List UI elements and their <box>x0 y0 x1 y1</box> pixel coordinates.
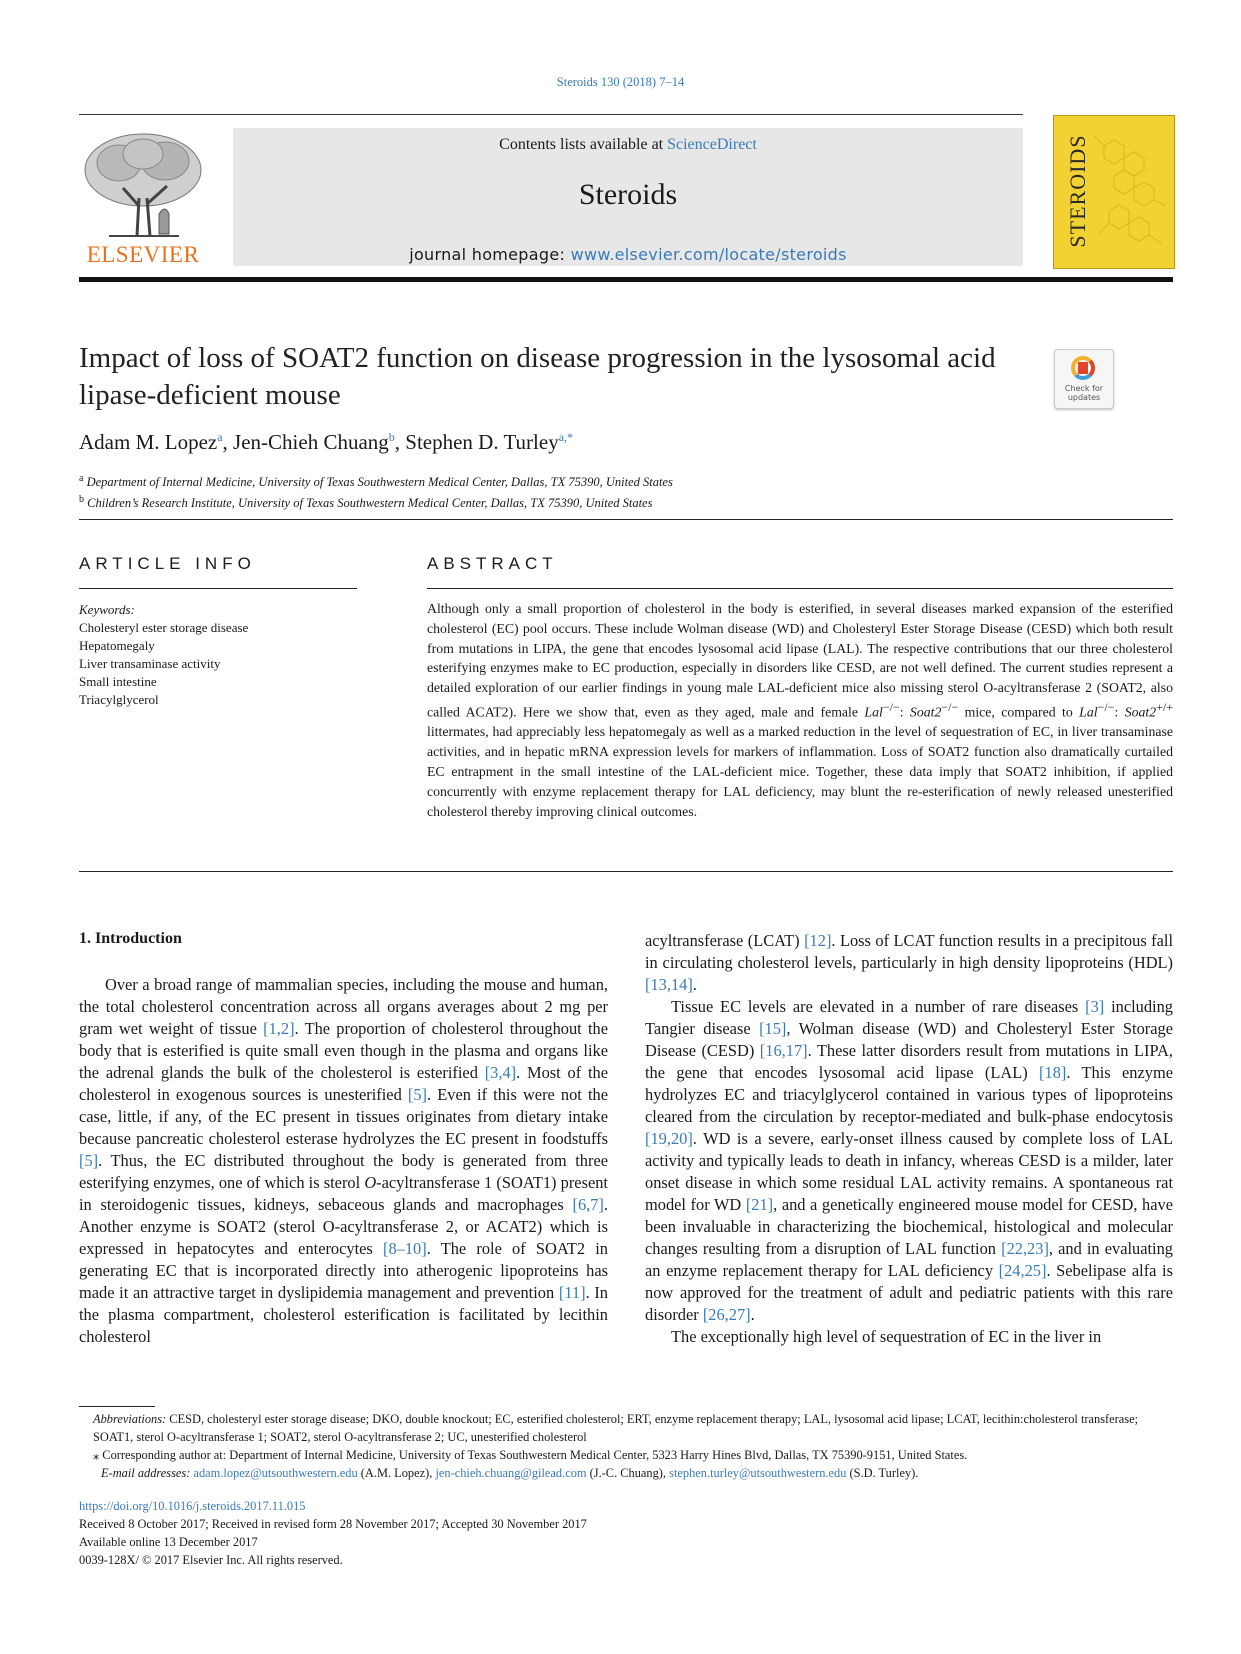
author-name[interactable]: Adam M. Lopez <box>79 430 218 454</box>
contents-prefix: Contents lists available at <box>499 136 668 153</box>
publication-info <box>79 1497 587 1569</box>
keywords-block <box>79 601 248 709</box>
email-footnote: E-mail addresses: adam.lopez@utsouthwestern.edu (A.M. Lopez), jen-chieh.chuang@gilead.com (J.-C. Chuang), stephen.turley@utsouthwestern.edu (S.D. Turley). <box>101 1466 919 1480</box>
affiliation-text: Department of Internal Medicine, University of Texas Southwestern Medical Center, Dallas, TX 75390, United States <box>86 475 673 490</box>
citation-ref[interactable]: [12] <box>804 931 832 950</box>
bookmark-icon <box>1078 362 1088 374</box>
elsevier-tree-icon <box>79 128 207 240</box>
elsevier-logo[interactable] <box>79 128 207 268</box>
affiliation-mark: b <box>79 494 84 506</box>
affiliation-text: Children’s Research Institute, University of Texas Southwestern Medical Center, Dallas, TX 75390, United States <box>87 496 653 511</box>
affiliation-item <box>79 491 673 512</box>
citation-ref[interactable]: [16,17] <box>759 1041 808 1060</box>
abstract-rule <box>427 588 1173 589</box>
check-for-updates-button[interactable] <box>1054 349 1114 409</box>
journal-name: Steroids <box>578 178 678 211</box>
citation-ref[interactable]: [24,25] <box>998 1261 1047 1280</box>
intro-paragraph: acyltransferase (LCAT) [12]. Loss of LCAT function results in a precipitous fall in circulating cholesterol levels, particularly in high density lipoproteins (HDL) [13,14]. <box>645 931 1173 994</box>
citation-ref[interactable]: [11] <box>558 1283 586 1302</box>
italic-text: O <box>364 1173 377 1192</box>
footnote-rule <box>79 1406 155 1407</box>
affiliations <box>79 470 673 512</box>
contents-availability <box>233 136 1023 154</box>
article-info-rule <box>79 588 357 589</box>
keywords-label: Keywords: <box>79 602 135 617</box>
header-bottom-rule <box>79 277 1173 282</box>
citation-ref[interactable]: [5] <box>79 1151 99 1170</box>
author-affiliation-mark[interactable]: a <box>217 430 223 444</box>
citation-ref[interactable]: [15] <box>759 1019 787 1038</box>
journal-citation[interactable]: Steroids 130 (2018) 7–14 <box>556 75 685 89</box>
author-list: Adam M. Lopez$^a$, Jen-Chieh Chuang$^b$, Stephen D. Turley$^{a,*}$ <box>79 430 574 454</box>
header-top-rule <box>79 114 1023 115</box>
sciencedirect-link[interactable]: ScienceDirect <box>667 136 757 153</box>
abbreviations-footnote: Abbreviations: CESD, cholesteryl ester storage disease; DKO, double knockout; EC, esterified cholesterol; ERT, enzyme replacement therapy; LAL, lysosomal acid lipase; LCAT, lecithin:cholesterol transferase; SOAT1, sterol O-acyltransferase 1; SOAT2, sterol O-acyltransferase 2; UC, unesterified cholesterol <box>93 1412 1139 1444</box>
footnotes <box>79 1410 1173 1482</box>
citation-ref[interactable]: [3] <box>1085 997 1105 1016</box>
email-link[interactable]: adam.lopez@utsouthwestern.edu <box>193 1466 358 1480</box>
journal-header-banner <box>233 128 1023 266</box>
online-date: Available online 13 December 2017 <box>79 1535 258 1549</box>
citation-ref[interactable]: [13,14] <box>645 975 693 994</box>
keyword-item: Liver transaminase activity <box>79 656 221 671</box>
section-divider <box>79 519 1173 520</box>
intro-paragraph: Tissue EC levels are elevated in a number of rare diseases [3] including Tangier disease [15], Wolman disease (WD) and Cholesteryl Ester Storage Disease (CESD) [16,17]. These latter disorders result from mutations in LIPA, the gene that encodes lysosomal acid lipase (LAL) [18]. This enzyme hydrolyzes EC and triacylglycerol contained in various types of lipoproteins cleared from the circulation by receptor-mediated and bulk-phase endocytosis [19,20]. WD is a severe, early-onset illness caused by complete loss of LAL activity and typically leads to death in infancy, whereas CESD is a milder, later onset disease in which some residual LAL activity remains. A spontaneous rat model for WD [21], and a genetically engineered mouse model for CESD, have been invaluable in characterizing the biochemical, histological and molecular changes resulting from a disruption of LAL function [22,23], and in evaluating an enzyme replacement therapy for LAL deficiency [24,25]. Sebelipase alfa is now approved for the treatment of adult and pediatric patients with this rare disorder [26,27]. <box>645 997 1173 1324</box>
article-info-heading: ARTICLE INFO <box>79 554 256 573</box>
doi-link[interactable]: https://doi.org/10.1016/j.steroids.2017.11.015 <box>79 1499 306 1513</box>
email-link[interactable]: jen-chieh.chuang@gilead.com <box>435 1466 587 1480</box>
abstract-text: Although only a small proportion of cholesterol in the body is esterified, in several diseases marked expansion of the esterified cholesterol (EC) pool occurs. These include Wolman disease (WD) and Cholesteryl Ester Storage Disease (CESD) which both result from mutations in LIPA, the gene that encodes lysosomal acid lipase (LAL). The respective contributions that our three cholesterol esterifying enzymes make to EC production, especially in disorders like CESD, are not well defined. The current studies represent a detailed exploration of our earlier findings in young male LAL-deficient mice also missing sterol O-acyltransferase 2 (SOAT2, also called ACAT2). Here we show that, even as they aged, male and female Lal−/−: Soat2−/− mice, compared to Lal−/−: Soat2+/+ littermates, had appreciably less hepatomegaly as well as a marked reduction in the level of sequestration of EC, in liver transaminase activities, and in hepatic mRNA expression levels for markers of inflammation. Loss of SOAT2 function also dramatically curtailed EC entrapment in the small intestine of the LAL-deficient mice. Together, these data imply that SOAT2 inhibition, if applied concurrently with enzyme replacement therapy for LAL deficiency, may blunt the re-esterification of newly released unesterified cholesterol thereby improving clinical outcomes. <box>427 601 1173 819</box>
intro-paragraph: The exceptionally high level of sequestration of EC in the liver in <box>671 1327 1102 1346</box>
journal-cover-thumbnail[interactable] <box>1053 115 1175 269</box>
keyword-item: Triacylglycerol <box>79 692 159 707</box>
body-column-right <box>645 930 1173 1348</box>
copyright: 0039-128X/ © 2017 Elsevier Inc. All rights reserved. <box>79 1553 343 1567</box>
citation-ref[interactable]: [6,7] <box>572 1195 604 1214</box>
citation-ref[interactable]: [22,23] <box>1001 1239 1049 1258</box>
intro-paragraph: Over a broad range of mammalian species, including the mouse and human, the total cholesterol concentration across all organs averages about 2 mg per gram wet weight of tissue [1,2]. The proportion of cholesterol throughout the body that is esterified is quite small even though in the plasma and organs like the adrenal glands the bulk of the cholesterol is esterified [3,4]. Most of the cholesterol in exogenous sources is unesterified [5]. Even if this were not the case, little, if any, of the EC present in tissues originates from dietary intake because pancreatic cholesterol esterase hydrolyzes the EC present in foodstuffs [5]. Thus, the EC distributed throughout the body is generated from three esterifying enzymes, one of which is sterol O-acyltransferase 1 (SOAT1) present in steroidogenic tissues, kidneys, sebaceous glands and macrophages [6,7]. Another enzyme is SOAT2 (sterol O-acyltransferase 2, or ACAT2) which is expressed in hepatocytes and enterocytes [8–10]. The role of SOAT2 in generating EC that is incorporated directly into atherogenic lipoproteins has made it an attractive target in dyslipidemia management and prevention [11]. In the plasma compartment, cholesterol esterification is facilitated by lecithin cholesterol <box>79 975 609 1346</box>
author-name[interactable]: Jen-Chieh Chuang <box>233 430 389 454</box>
citation-ref[interactable]: [21] <box>745 1195 774 1214</box>
keyword-item: Cholesteryl ester storage disease <box>79 620 249 635</box>
homepage-link[interactable]: www.elsevier.com/locate/steroids <box>570 245 847 264</box>
journal-homepage <box>233 245 1023 264</box>
homepage-prefix: journal homepage: <box>409 245 571 264</box>
citation-ref[interactable]: [26,27] <box>702 1305 751 1324</box>
citation-ref[interactable]: [19,20] <box>645 1129 693 1148</box>
citation-ref[interactable]: [3,4] <box>484 1063 517 1082</box>
affiliation-mark: a <box>79 473 84 484</box>
author-affiliation-mark[interactable]: b <box>388 430 395 444</box>
keyword-item: Small intestine <box>79 674 157 689</box>
check-for-updates-label: Check for updates <box>1064 384 1104 402</box>
elsevier-wordmark: ELSEVIER <box>86 242 200 267</box>
introduction-heading: 1. Introduction <box>79 930 182 947</box>
keyword-item: Hepatomegaly <box>79 638 155 653</box>
received-dates: Received 8 October 2017; Received in revised form 28 November 2017; Accepted 30 November 2017 <box>79 1517 587 1531</box>
body-column-left <box>79 974 608 1348</box>
citation-ref[interactable]: [18] <box>1039 1063 1067 1082</box>
citation-ref[interactable]: [1,2] <box>263 1019 295 1038</box>
citation-ref[interactable]: [8–10] <box>383 1239 427 1258</box>
section-divider <box>79 871 1173 872</box>
email-link[interactable]: stephen.turley@utsouthwestern.edu <box>669 1466 847 1480</box>
citation-ref[interactable]: [5] <box>407 1085 428 1104</box>
corresponding-author-footnote: ⁎ Corresponding author at: Department of Internal Medicine, University of Texas Southwestern Medical Center, 5323 Harry Hines Blvd, Dallas, TX 75390-9151, United States. <box>93 1448 968 1462</box>
abstract-heading: ABSTRACT <box>427 554 558 573</box>
cover-title: STEROIDS <box>1065 134 1090 248</box>
author-affiliation-mark[interactable]: a,* <box>558 430 574 444</box>
affiliation-item <box>79 470 673 491</box>
article-title: Impact of loss of SOAT2 function on disease progression in the lysosomal acid lipase-deficient mouse <box>79 342 996 411</box>
author-name[interactable]: Stephen D. Turley <box>405 430 559 454</box>
